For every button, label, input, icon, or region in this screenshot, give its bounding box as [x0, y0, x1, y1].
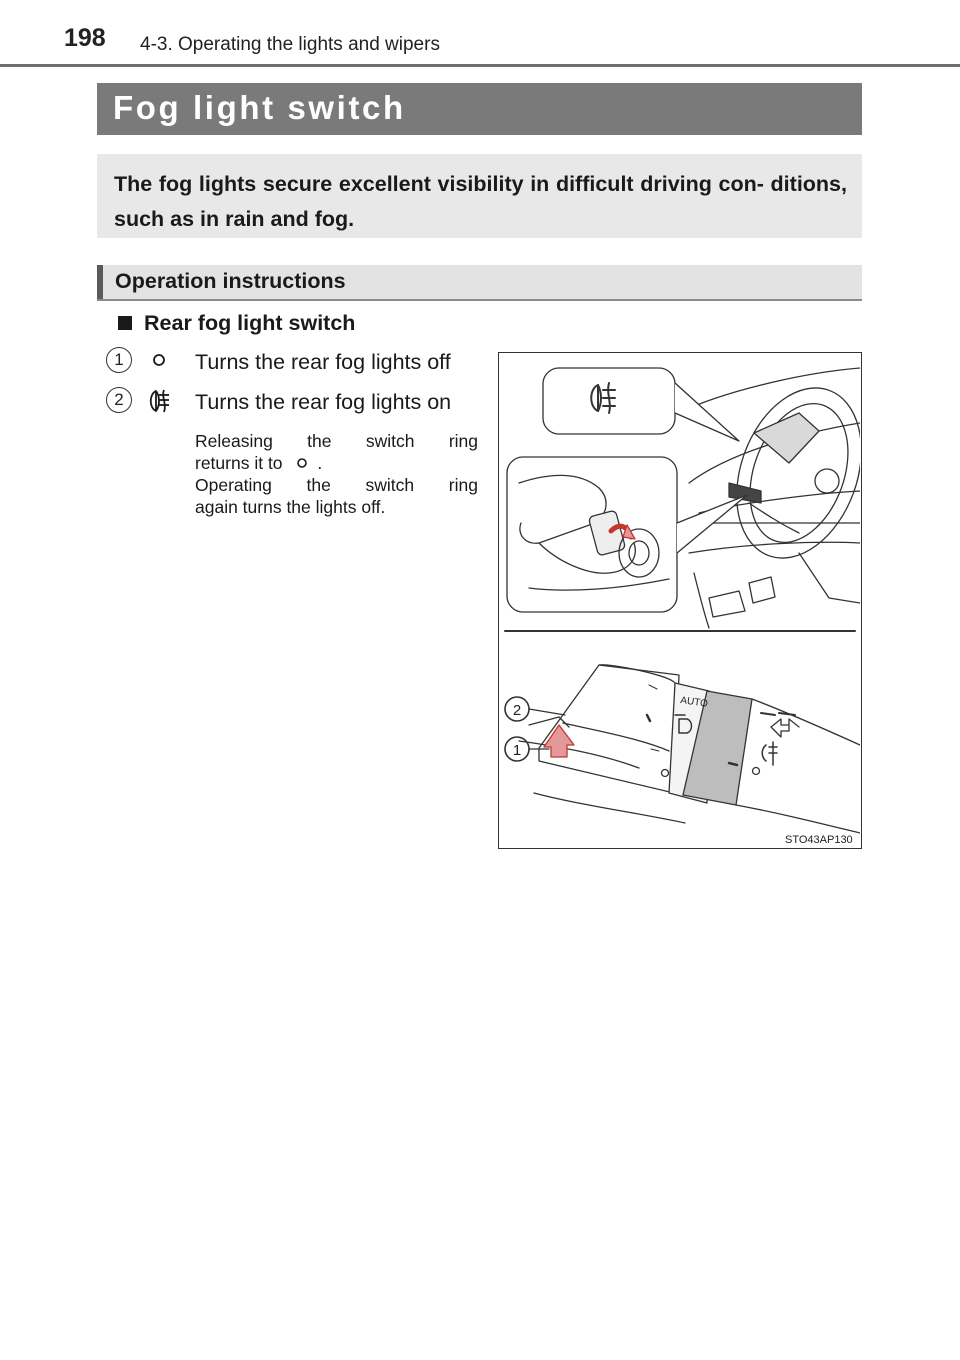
header-divider	[0, 64, 960, 67]
page-title-bar	[97, 83, 862, 135]
note-line: Releasing the switch ring	[195, 431, 478, 451]
page-title: Fog light switch	[113, 89, 406, 126]
illustration-drawing	[499, 353, 860, 847]
item-text: Turns the rear fog lights on	[195, 390, 452, 414]
auto-label: AUTO	[679, 695, 709, 710]
breadcrumb: 4-3. Operating the lights and wipers	[140, 34, 440, 55]
section-title: Operation instructions	[115, 269, 346, 293]
rear-fog-light-icon	[147, 388, 177, 414]
note-line	[195, 452, 478, 474]
switch-illustration	[498, 352, 862, 849]
subheading: Rear fog light switch	[144, 311, 356, 335]
note-line: again turns the lights off.	[195, 497, 386, 517]
note-text: returns it to	[195, 453, 283, 473]
intro-box	[97, 154, 862, 238]
item-note	[195, 430, 478, 518]
square-bullet-icon	[118, 316, 132, 330]
callout-2-label: 2	[512, 702, 522, 719]
note-line: Operating the switch ring	[195, 475, 478, 495]
section-underline	[97, 299, 862, 301]
intro-text: The fog lights secure excellent visibility in difficult driving con- ditions, such as in rain and fog.	[114, 172, 847, 231]
figure-code: STO43AP130	[785, 834, 853, 846]
off-position-icon	[295, 456, 309, 470]
section-accent	[97, 265, 103, 301]
item-text: Turns the rear fog lights off	[195, 350, 451, 374]
page-number: 198	[64, 24, 106, 52]
section-header	[97, 265, 862, 301]
note-text: .	[317, 453, 323, 473]
callout-1-label: 1	[512, 742, 522, 759]
item-number-badge: 2	[106, 387, 132, 413]
item-number-badge: 1	[106, 347, 132, 373]
off-position-icon	[151, 351, 167, 369]
